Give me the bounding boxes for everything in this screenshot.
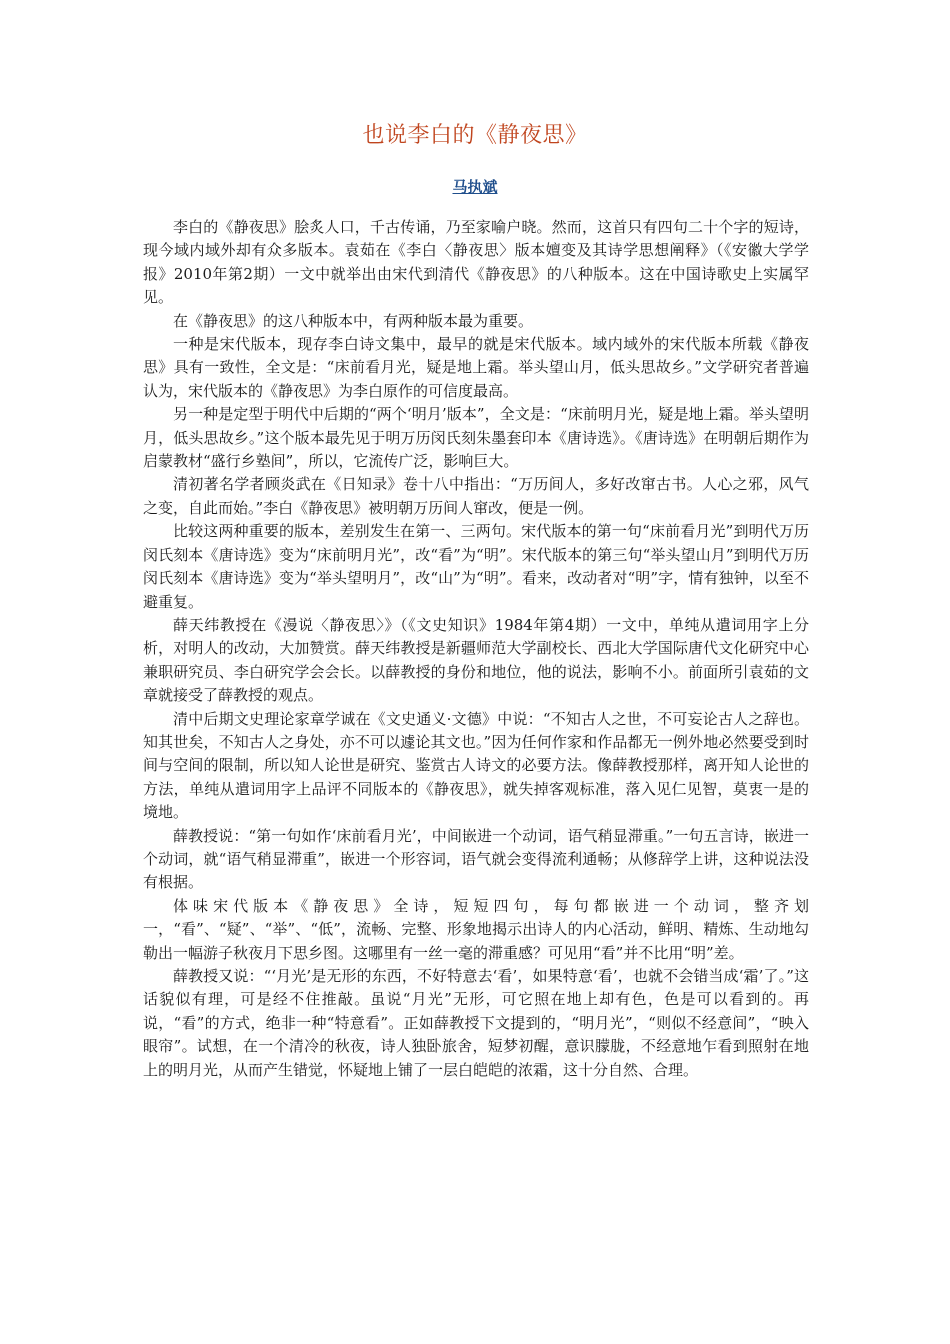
paragraph: 体味宋代版本《静夜思》全诗，短短四句，每句都嵌进一个动词，整齐划一，“看”、“疑”、“举”、“低”，流畅、完整、形象地揭示出诗人的内心活动，鲜明、精炼、生动地勾勒出一幅游子秋夜月下思乡图。这哪里有一丝一毫的滞重感？可见用“看”并不比用“明”差。: [143, 896, 809, 962]
paragraph: 李白的《静夜思》脍炙人口，千古传诵，乃至家喻户晓。然而，这首只有四句二十个字的短诗，现今域内域外却有众多版本。袁茹在《李白〈静夜思〉版本嬗变及其诗学思想阐释》（《安徽大学学报》2010年第2期）一文中就举出由宋代到清代《静夜思》的八种版本。这在中国诗歌史上实属罕见。: [143, 218, 809, 307]
paragraph: 在《静夜思》的这八种版本中，有两种版本最为重要。: [173, 311, 534, 330]
paragraph: 另一种是定型于明代中后期的“两个‘明月’版本”，全文是：“床前明月光，疑是地上霜。举头望明月，低头思故乡。”这个版本最先见于明万历闵氏刻朱墨套印本《唐诗选》。《唐诗选》在明朝后期作为启蒙教材“盛行乡塾间”，所以，它流传广泛，影响巨大。: [143, 405, 809, 471]
author-link[interactable]: 马执斌: [452, 178, 498, 196]
page-title: 也说李白的《静夜思》: [362, 123, 588, 148]
paragraph: 薛天纬教授在《漫说〈静夜思〉》（《文史知识》1984年第4期）一文中，单纯从遣词用字上分析，对明人的改动，大加赞赏。薛天纬教授是新疆师范大学副校长、西北大学国际唐代文化研究中心兼职研究员、李白研究学会会长。以薛教授的身份和地位，他的说法，影响不小。前面所引袁茹的文章就接受了薛教授的观点。: [143, 615, 809, 705]
paragraph: 清中后期文史理论家章学诚在《文史通义·文德》中说：“不知古人之世，不可妄论古人之辞也。知其世矣，不知古人之身处，亦不可以遽论其文也。”因为任何作家和作品都无一例外地必然要受到时间与空间的限制，所以知人论世是研究、鉴赏古人诗文的必要方法。像薛教授那样，离开知人论世的方法，单纯从遣词用字上品评不同版本的《静夜思》，就失掉客观标准，落入见仁见智，莫衷一是的境地。: [143, 709, 809, 822]
paragraph: 清初著名学者顾炎武在《日知录》卷十八中指出：“万历间人，多好改窜古书。人心之邪，风气之变，自此而始。”李白《静夜思》被明朝万历间人窜改，便是一例。: [143, 475, 809, 517]
paragraph: 一种是宋代版本，现存李白诗文集中，最早的就是宋代版本。域内域外的宋代版本所载《静夜思》具有一致性，全文是：“床前看月光，疑是地上霜。举头望山月，低头思故乡。”文学研究者普遍认为，宋代版本的《静夜思》为李白原作的可信度最高。: [143, 335, 809, 400]
paragraph: 比较这两种重要的版本，差别发生在第一、三两句。宋代版本的第一句“床前看月光”到明代万历闵氏刻本《唐诗选》变为“床前明月光”，改“看”为“明”。宋代版本的第三句“举头望山月”到明代万历闵氏刻本《唐诗选》变为“举头望明月”，改“山”为“明”。看来，改动者对“明”字，情有独钟，以至不避重复。: [143, 522, 809, 611]
paragraph: 薛教授又说：“‘月光’是无形的东西，不好特意去‘看’，如果特意‘看’，也就不会错当成‘霜’了。”这话貌似有理，可是经不住推敲。虽说“月光”无形，可它照在地上却有色，色是可以看到的。再说，“看”的方式，绝非一种“特意看”。正如薛教授下文提到的，“明月光”，“则似不经意间”，“映入眼帘”。试想，在一个清冷的秋夜，诗人独卧旅舍，短梦初醒，意识朦胧，不经意地乍看到照射在地上的明月光，从而产生错觉，怀疑地上铺了一层白皑皑的浓霜，这十分自然、合理。: [143, 967, 809, 1079]
article-body: [143, 216, 809, 1082]
paragraph: 薛教授说：“第一句如作‘床前看月光’，中间嵌进一个动词，语气稍显滞重。”一句五言诗，嵌进一个动词，就“语气稍显滞重”，嵌进一个形容词，语气就会变得流利通畅；从修辞学上讲，这种说法没有根据。: [143, 826, 809, 892]
